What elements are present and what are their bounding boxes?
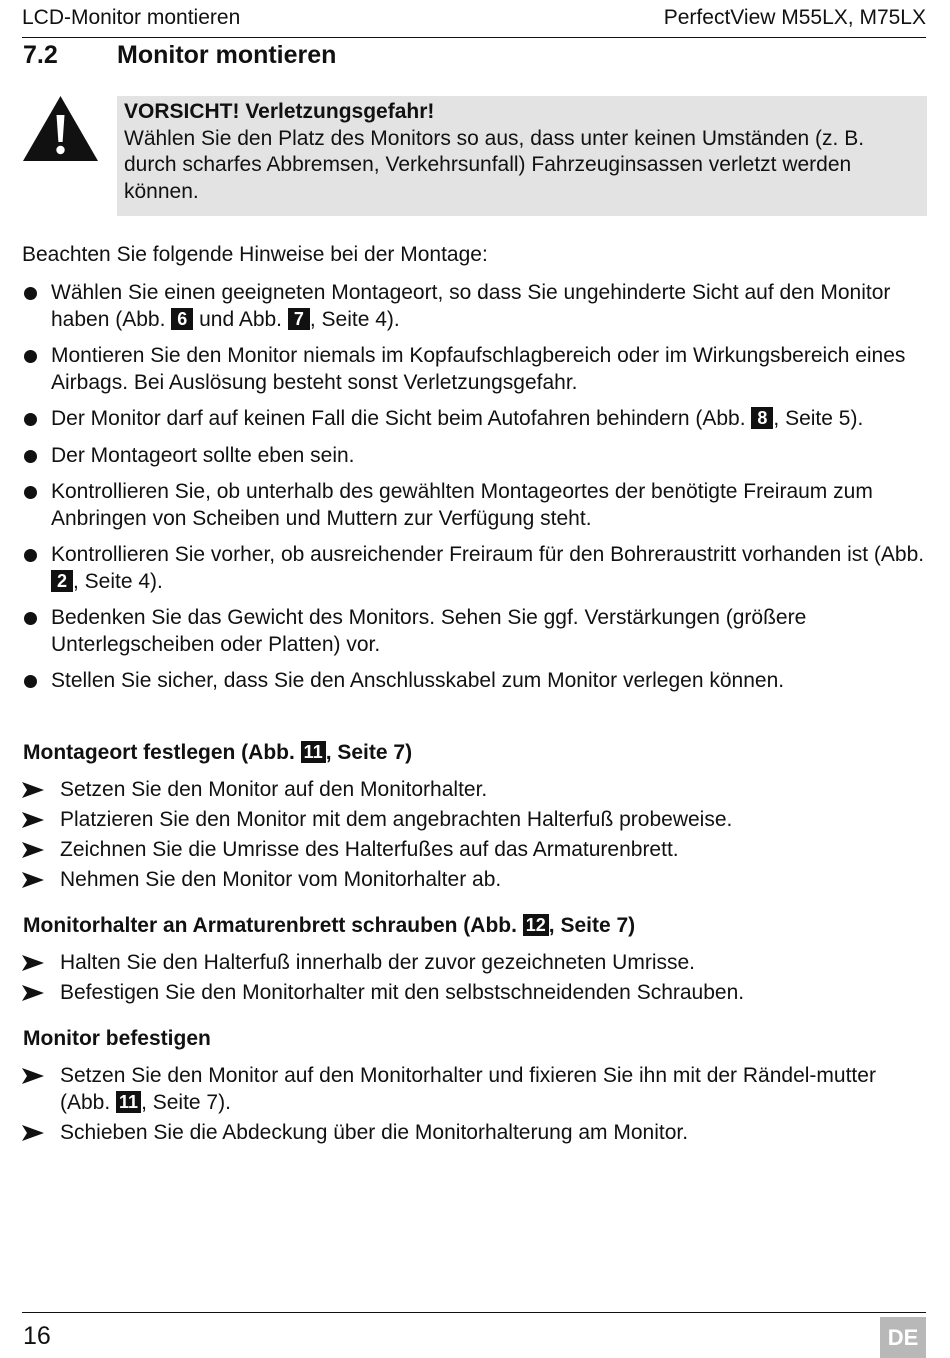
arrow-bullet-icon (22, 842, 44, 858)
arrow-bullet-icon (22, 872, 44, 888)
list-item: Setzen Sie den Monitor auf den Monitorhalter und fixieren Sie ihn mit der Rändel-mutter (Abb. 11 , Seite 7). (22, 1063, 927, 1116)
bullet-icon (24, 612, 37, 625)
subheading-monitorhalter: Monitorhalter an Armaturenbrett schrauben (Abb. 12 , Seite 7) (23, 914, 636, 937)
page-number: 16 (23, 1322, 51, 1350)
warning-triangle-icon (22, 95, 99, 162)
bullet-icon (24, 350, 37, 363)
subheading-monitor-befestigen: Monitor befestigen (23, 1027, 211, 1050)
list-item: Stellen Sie sicher, dass Sie den Anschlusskabel zum Monitor verlegen können. (22, 668, 927, 695)
list-item: Halten Sie den Halterfuß innerhalb der zuvor gezeichneten Umrisse. (22, 950, 927, 977)
subheading-montageort: Montageort festlegen (Abb. 11 , Seite 7) (23, 741, 413, 764)
figure-ref: 2 (51, 570, 73, 592)
list-item: Nehmen Sie den Monitor vom Monitorhalter ab. (22, 867, 927, 894)
list-item: Der Montageort sollte eben sein. (22, 443, 927, 470)
bullet-icon (24, 675, 37, 688)
figure-ref: 12 (523, 914, 549, 936)
steps-monitor-befestigen (22, 1063, 927, 1146)
list-item: Kontrollieren Sie, ob unterhalb des gewählten Montageortes der benötigte Freiraum zum Anbringen von Scheiben und Muttern zur Verfügung steht. (22, 479, 927, 532)
bullet-icon (24, 486, 37, 499)
arrow-bullet-icon (22, 1125, 44, 1141)
list-item: Platzieren Sie den Monitor mit dem angebrachten Halterfuß probeweise. (22, 807, 927, 834)
header-rule (22, 37, 926, 38)
arrow-bullet-icon (22, 782, 44, 798)
warning-box (117, 96, 927, 216)
list-item: Der Monitor darf auf keinen Fall die Sicht beim Autofahren behindern (Abb. 8 , Seite 5). (22, 406, 927, 433)
list-item: Wählen Sie einen geeigneten Montageort, so dass Sie ungehinderte Sicht auf den Monitor haben (Abb. 6 und Abb. 7 , Seite 4). (22, 280, 927, 333)
language-badge: DE (880, 1317, 926, 1358)
running-header-product: PerfectView M55LX, M75LX (663, 6, 926, 29)
bullet-icon (24, 450, 37, 463)
bullet-icon (24, 287, 37, 300)
intro-text: Beachten Sie folgende Hinweise bei der Montage: (22, 243, 488, 266)
warning-title: VORSICHT! Verletzungsgefahr! (124, 100, 435, 123)
arrow-bullet-icon (22, 1068, 44, 1084)
bullet-icon (24, 413, 37, 426)
list-item: Montieren Sie den Monitor niemals im Kopfaufschlagbereich oder im Wirkungsbereich eines Airbags. Bei Auslösung besteht sonst Verletzungsgefahr. (22, 343, 927, 396)
list-item: Schieben Sie die Abdeckung über die Monitorhalterung am Monitor. (22, 1120, 927, 1147)
running-header-title: LCD-Monitor montieren (22, 6, 241, 29)
arrow-bullet-icon (22, 955, 44, 971)
figure-ref: 8 (751, 407, 773, 429)
figure-ref: 6 (171, 308, 193, 330)
list-item: Zeichnen Sie die Umrisse des Halterfußes auf das Armaturenbrett. (22, 837, 927, 864)
arrow-bullet-icon (22, 985, 44, 1001)
mounting-notes-list (22, 280, 927, 695)
section-title: Monitor montieren (117, 41, 337, 69)
figure-ref: 11 (116, 1091, 141, 1113)
figure-ref: 11 (301, 741, 326, 763)
warning-text: Wählen Sie den Platz des Monitors so aus, dass unter keinen Umständen (z. B. durch scharfes Abbremsen, Verkehrsunfall) Fahrzeuginsassen verletzt werden können. (124, 126, 865, 203)
section-number: 7.2 (23, 41, 58, 69)
list-item: Befestigen Sie den Monitorhalter mit den selbstschneidenden Schrauben. (22, 980, 927, 1007)
arrow-bullet-icon (22, 812, 44, 828)
list-item: Setzen Sie den Monitor auf den Monitorhalter. (22, 777, 927, 804)
bullet-icon (24, 549, 37, 562)
list-item: Kontrollieren Sie vorher, ob ausreichender Freiraum für den Bohreraustritt vorhanden ist (Abb. 2 , Seite 4). (22, 542, 927, 595)
list-item: Bedenken Sie das Gewicht des Monitors. Sehen Sie ggf. Verstärkungen (größere Unterlegscheiben oder Platten) vor. (22, 605, 927, 658)
figure-ref: 7 (288, 308, 310, 330)
footer-rule (22, 1312, 926, 1313)
steps-monitorhalter (22, 950, 927, 1007)
steps-montageort (22, 777, 927, 894)
